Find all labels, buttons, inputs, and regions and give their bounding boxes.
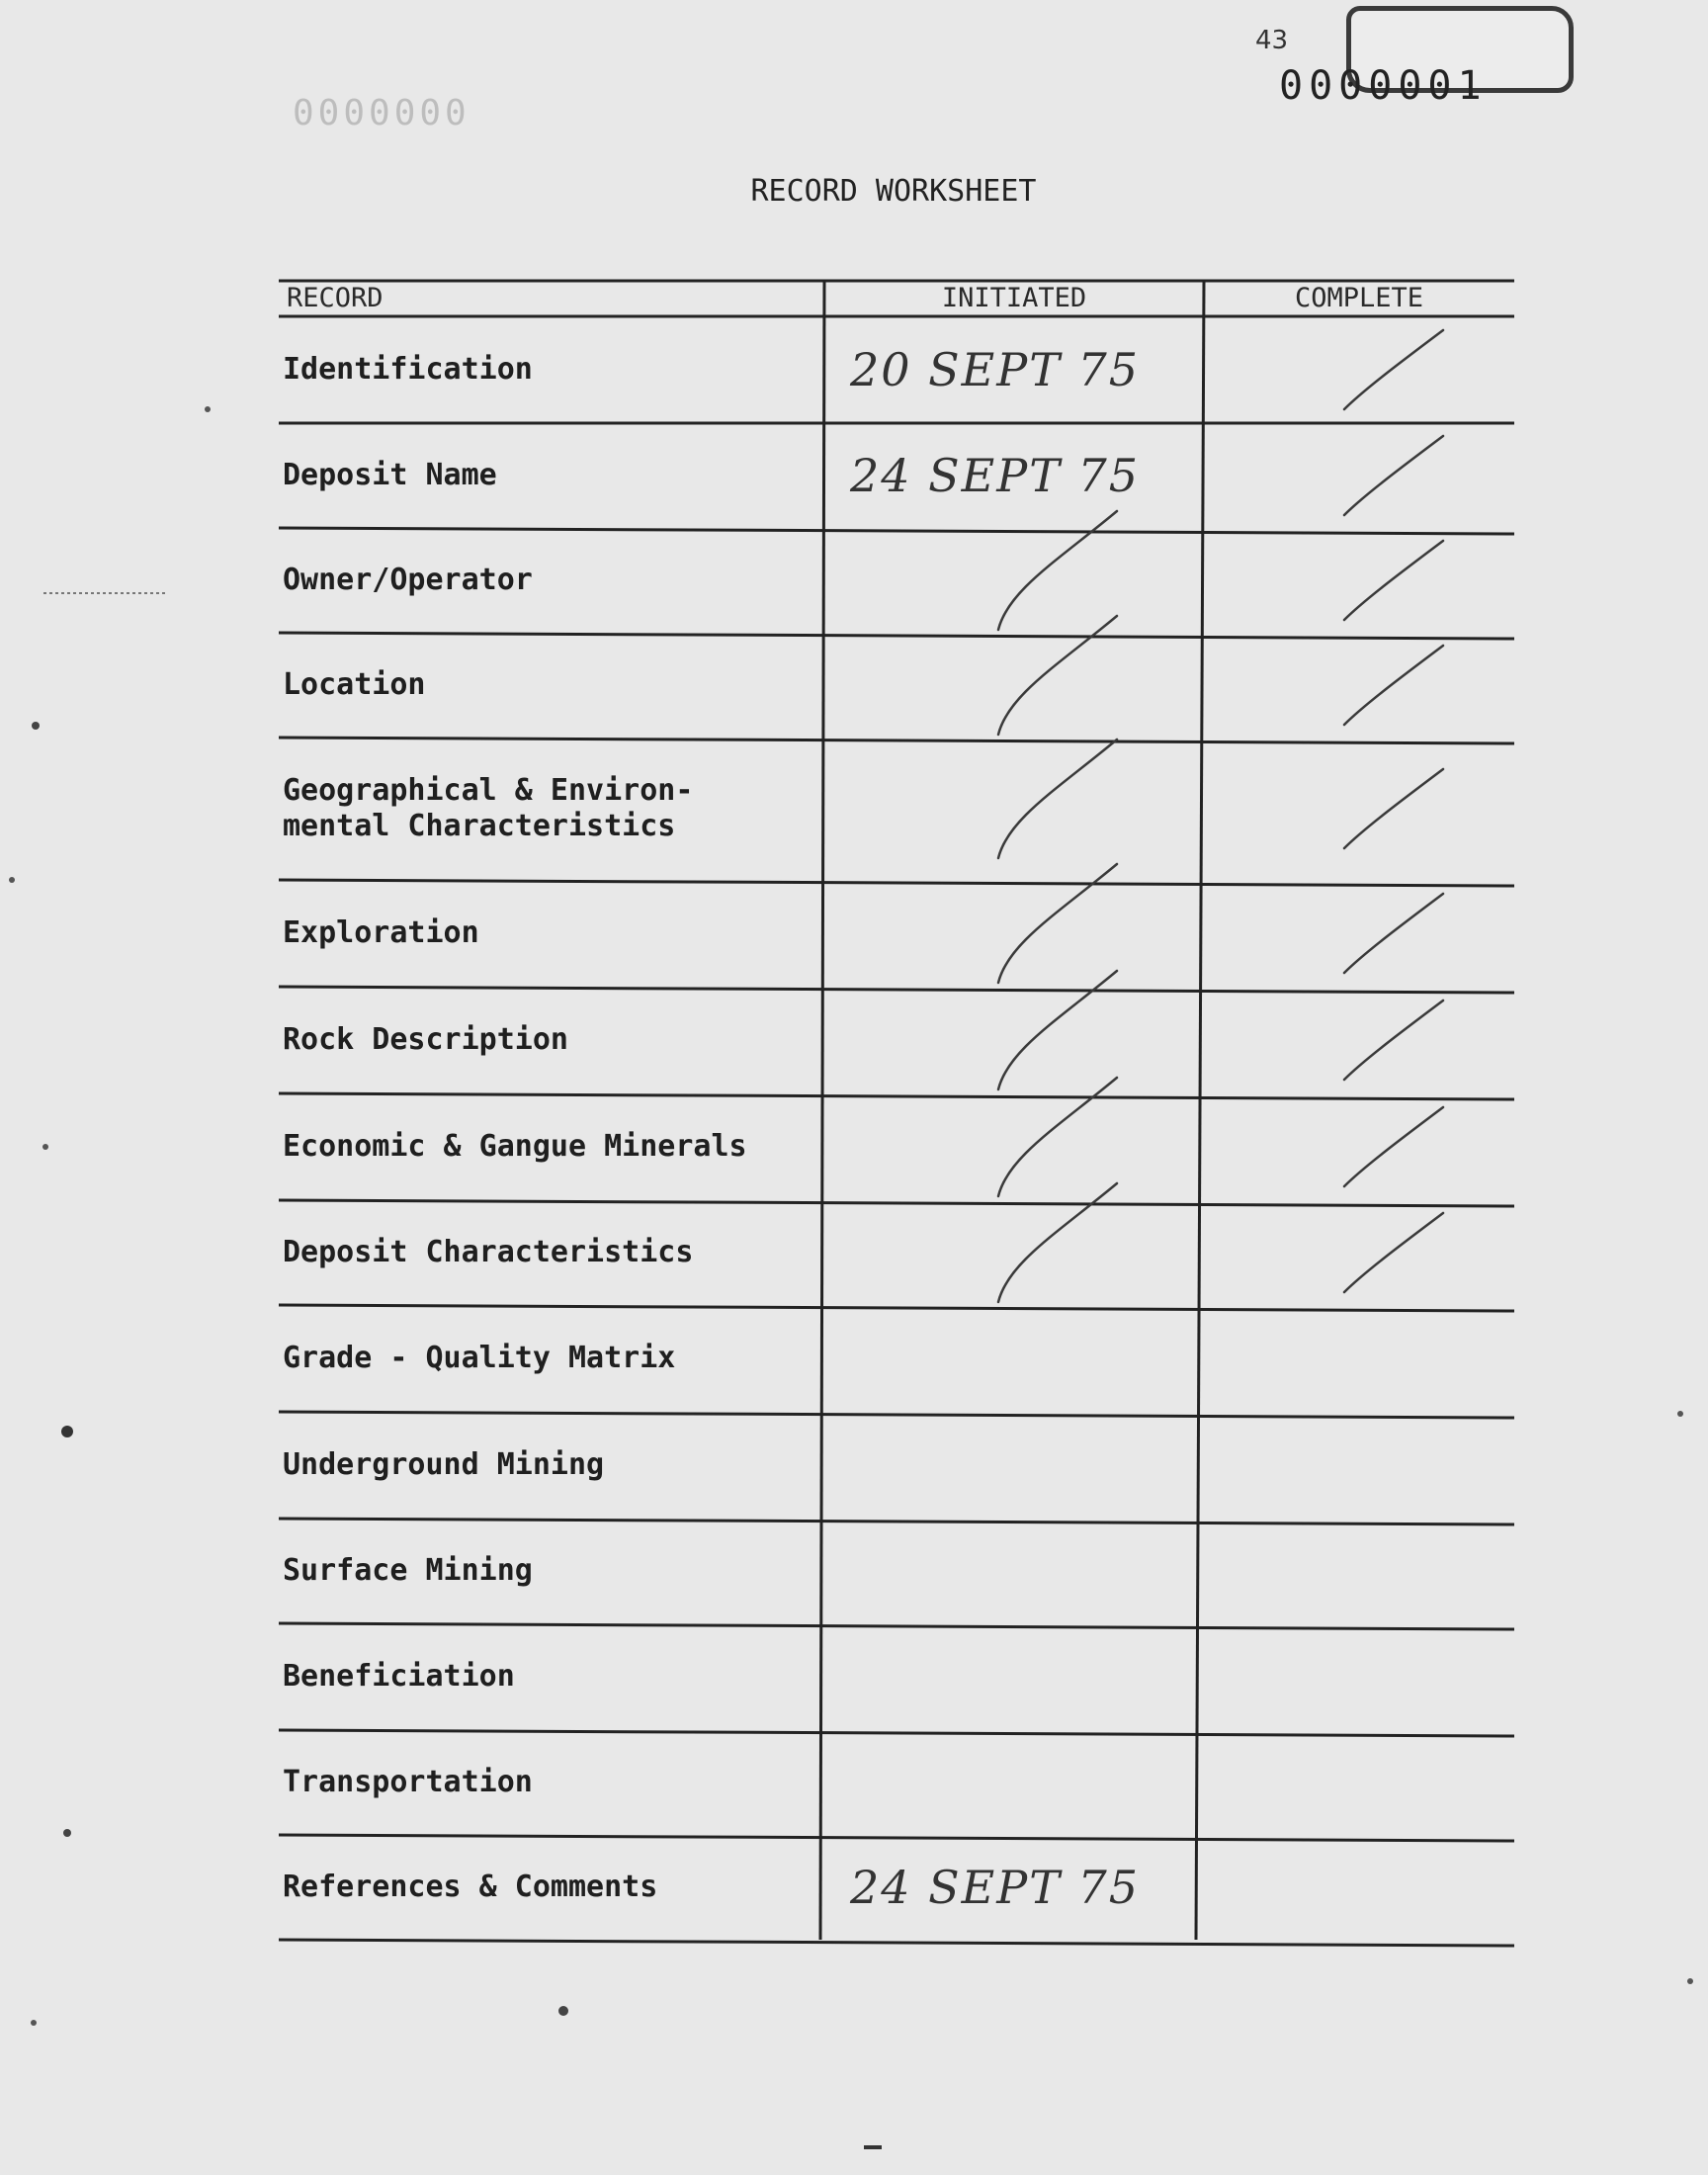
record-label: Underground Mining xyxy=(283,1447,605,1482)
record-label: Location xyxy=(283,667,426,702)
record-label: Owner/Operator xyxy=(283,563,533,597)
column-header-record: RECORD xyxy=(287,283,384,313)
record-label: Economic & Gangue Minerals xyxy=(283,1129,747,1164)
record-label: Exploration xyxy=(283,915,479,950)
initiated-date: 20 SEPT 75 xyxy=(850,343,1141,396)
handwritten-page-number: 43 xyxy=(1255,26,1289,55)
record-label: Beneficiation xyxy=(283,1659,515,1694)
record-label: Geographical & Environ- mental Characteristics xyxy=(283,773,694,843)
record-label: Transportation xyxy=(283,1765,533,1799)
initiated-date: 24 SEPT 75 xyxy=(850,1861,1141,1914)
record-label: Surface Mining xyxy=(283,1553,533,1588)
record-label: Rock Description xyxy=(283,1022,568,1057)
document-number: 0000001 xyxy=(1279,63,1488,109)
record-label: Identification xyxy=(283,352,533,387)
faded-document-number: 0000000 xyxy=(293,93,470,133)
record-label: Deposit Name xyxy=(283,458,497,492)
column-header-initiated: INITIATED xyxy=(941,283,1087,313)
page-title: RECORD WORKSHEET xyxy=(750,174,1037,209)
record-label: Deposit Characteristics xyxy=(283,1235,694,1269)
initiated-date: 24 SEPT 75 xyxy=(850,449,1141,502)
column-header-complete: COMPLETE xyxy=(1294,283,1424,313)
record-label: Grade - Quality Matrix xyxy=(283,1341,676,1375)
record-label: References & Comments xyxy=(283,1870,658,1904)
